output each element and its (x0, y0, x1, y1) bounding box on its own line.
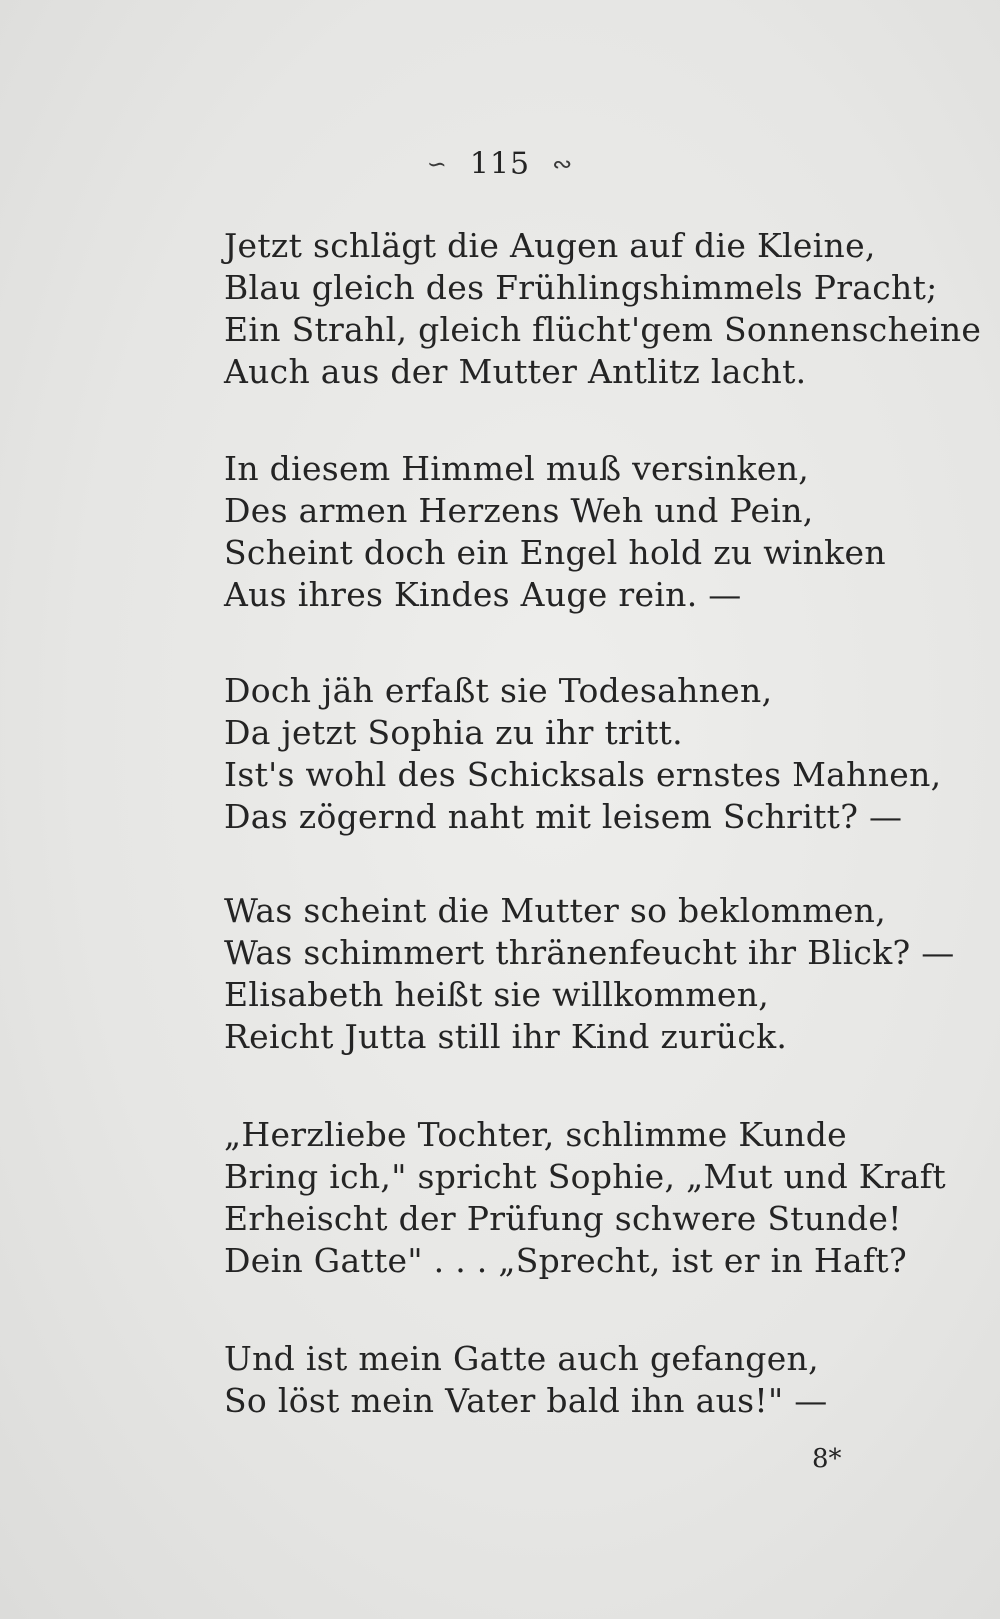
verse-line: Blau gleich des Frühlingshimmels Pracht; (224, 268, 938, 307)
verse-line: Des armen Herzens Weh und Pein, (224, 491, 814, 530)
page-header (0, 145, 1000, 182)
verse-line: Auch aus der Mutter Antlitz lacht. (224, 352, 807, 391)
verse-line: „Herzliebe Tochter, schlimme Kunde (224, 1115, 847, 1154)
verse-line: Ein Strahl, gleich flücht'gem Sonnenscheine (224, 310, 982, 349)
verse-line: Und ist mein Gatte auch gefangen, (224, 1339, 819, 1378)
stanza-3 (224, 670, 942, 838)
stanza-1 (224, 225, 982, 393)
verse-line: Dein Gatte" . . . „Sprecht, ist er in Haft? (224, 1241, 907, 1280)
ornament-right-icon: ∾ (552, 150, 574, 178)
verse-line: Scheint doch ein Engel hold zu winken (224, 533, 886, 572)
verse-line: Erheischt der Prüfung schwere Stunde! (224, 1199, 902, 1238)
verse-line: Da jetzt Sophia zu ihr tritt. (224, 713, 683, 752)
verse-line: Doch jäh erfaßt sie Todesahnen, (224, 671, 773, 710)
stanza-5 (224, 1114, 946, 1282)
verse-line: Das zögernd naht mit leisem Schritt? — (224, 797, 903, 836)
verse-line: Was schimmert thränenfeucht ihr Blick? — (224, 933, 955, 972)
verse-line: So löst mein Vater bald ihn aus!" — (224, 1381, 828, 1420)
verse-line: Reicht Jutta still ihr Kind zurück. (224, 1017, 788, 1056)
verse-line: Was scheint die Mutter so beklommen, (224, 891, 886, 930)
verse-line: Bring ich," spricht Sophie, „Mut und Kraft (224, 1157, 946, 1196)
verse-line: Aus ihres Kindes Auge rein. — (224, 575, 742, 614)
ornament-left-icon: ∽ (426, 150, 448, 178)
stanza-4 (224, 890, 955, 1058)
stanza-2 (224, 448, 904, 616)
signature-mark: 8* (812, 1444, 842, 1474)
stanza-6 (224, 1338, 904, 1422)
verse-line: Jetzt schlägt die Augen auf die Kleine, (224, 226, 876, 265)
verse-line: Elisabeth heißt sie willkommen, (224, 975, 770, 1014)
verse-line: In diesem Himmel muß versinken, (224, 449, 810, 488)
verse-line: Ist's wohl des Schicksals ernstes Mahnen, (224, 755, 942, 794)
page-number: 115 (469, 146, 531, 182)
